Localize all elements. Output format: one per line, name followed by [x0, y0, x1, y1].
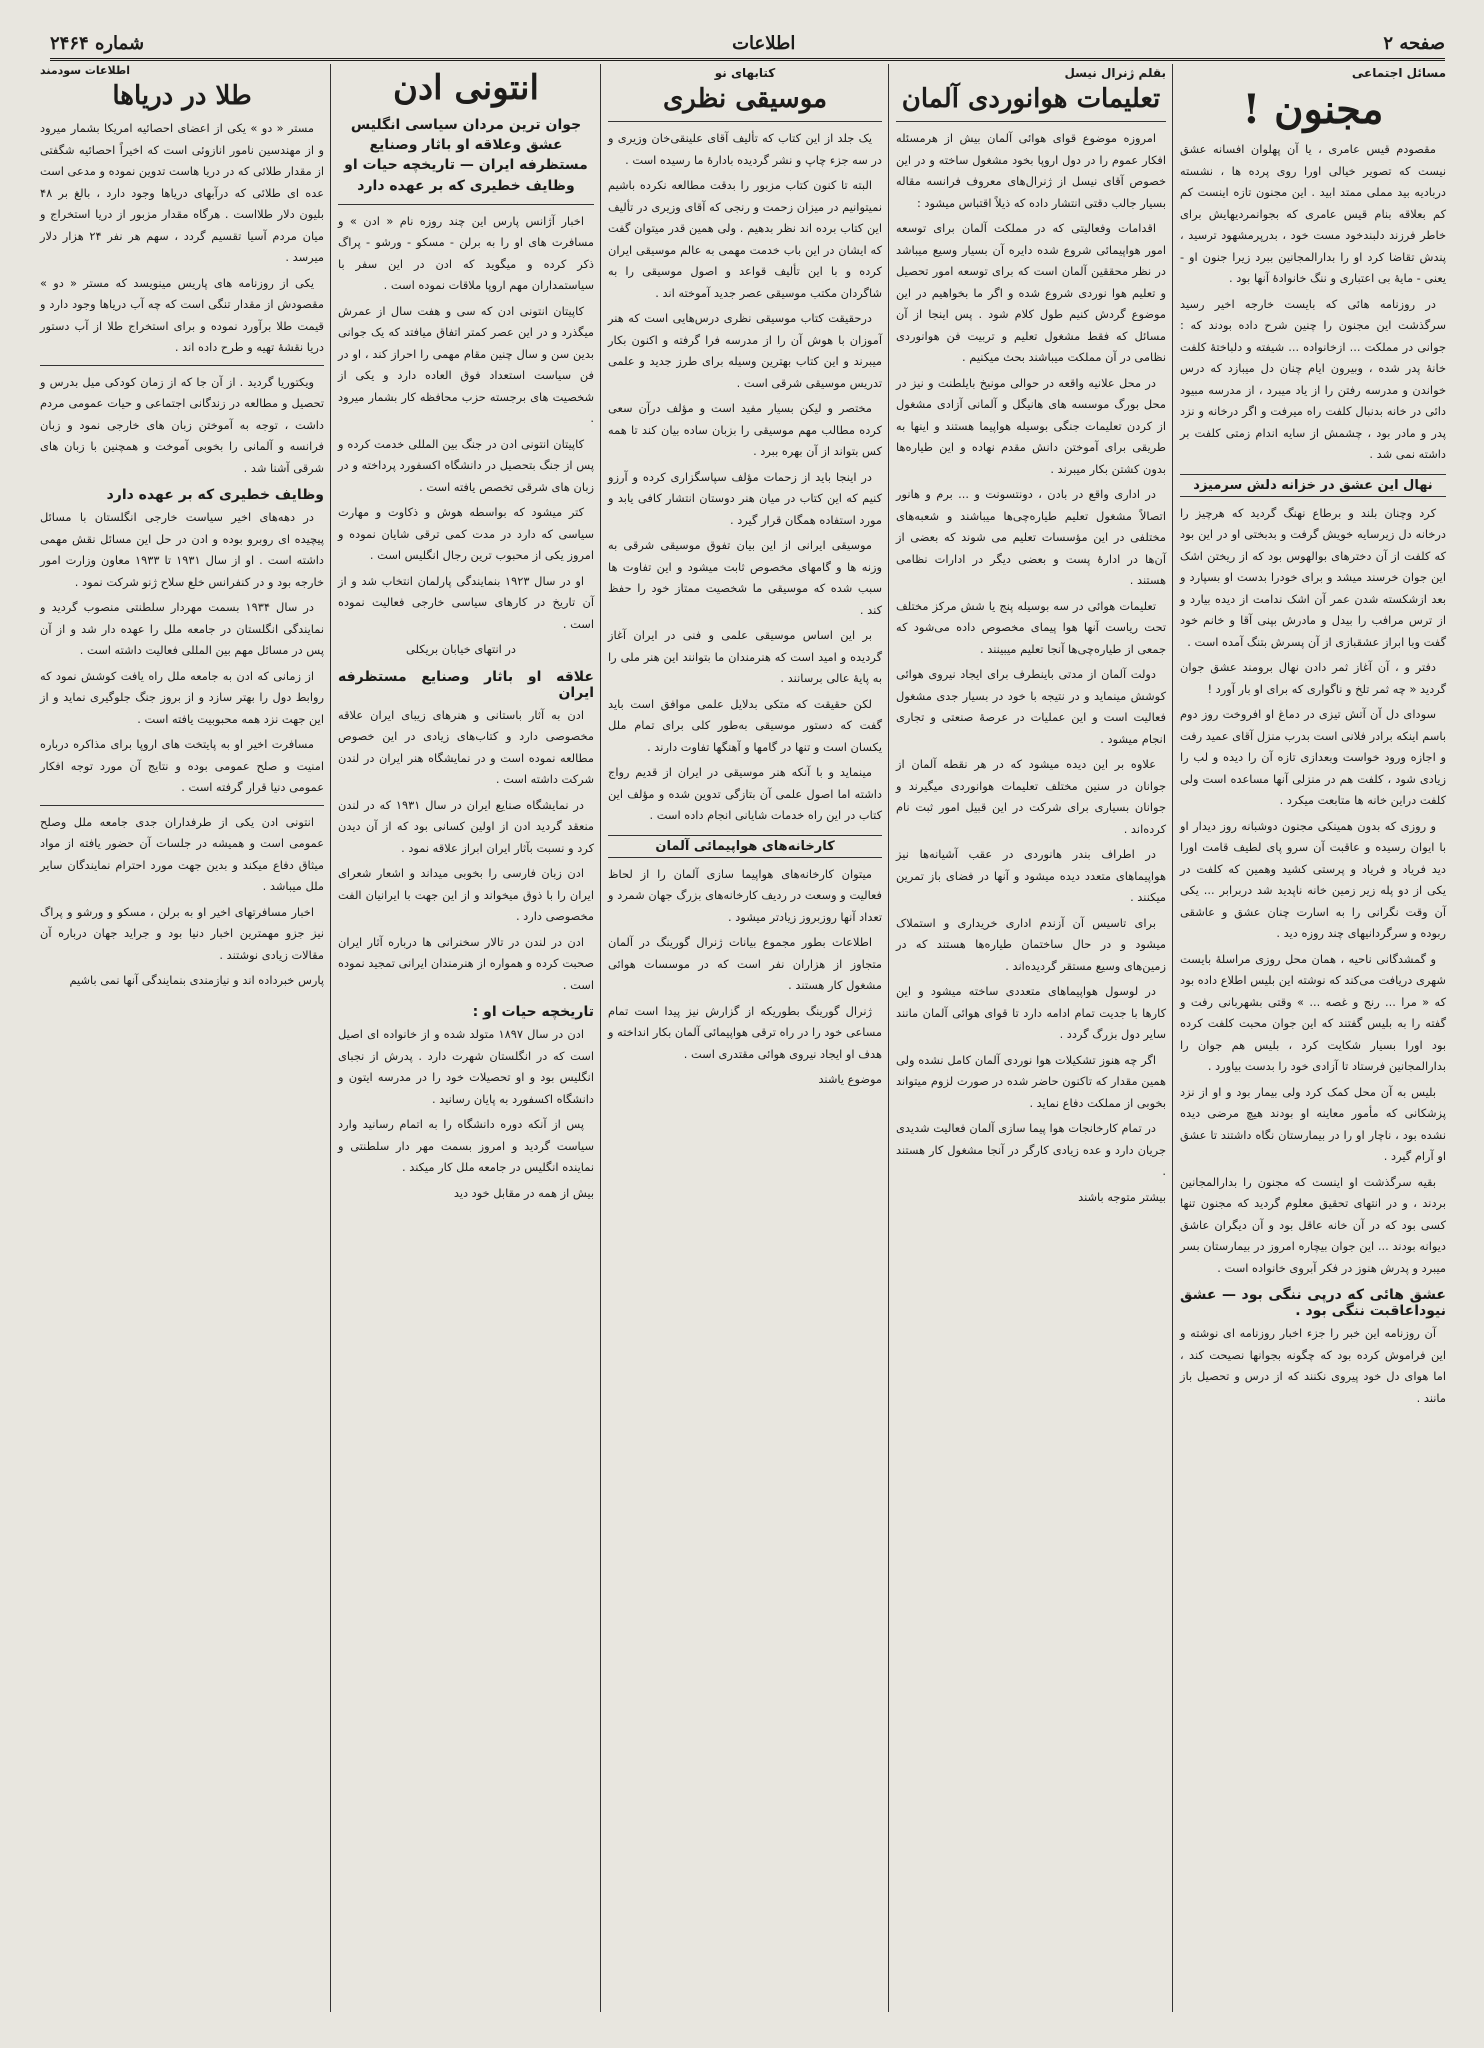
paragraph: ادن زبان فارسی را بخوبی میداند و اشعار شعرای ایران را با ذوق میخواند و از این جهت با ایرانیان الفت مخصوصی دارد .	[334, 866, 594, 924]
column-majnoon	[1176, 64, 1446, 2012]
paragraph: لکن حقیقت که متکی بدلایل علمی موافق است باید گفت که دستور موسیقی به‌طور کلی برای تمام ملل یکسان است و تنها در گامها و آهنگها تفاوت دارند .	[604, 696, 883, 754]
paragraph: علاوه بر این دیده میشود که در هر نقطه آلمان از جوانان در سنین مختلف تعلیمات هوانوردی میگیرند و جوانان بسیاری برای شرکت در این قبیل امور ثبت نام کرده‌اند .	[892, 757, 1166, 836]
column-divider	[330, 64, 331, 2012]
paragraph: دفتر و ، آن آغاز ثمر دادن نهال برومند عشق جوان گردید « چه ثمر تلخ و ناگواری که برای او بار آورد !	[1176, 660, 1446, 696]
paragraph: انتونی ادن یکی از طرفداران جدی جامعه ملل وصلح عمومی است و همیشه در جلسات آن حضور یافته از مواد میثاق دفاع میکند و بدین جهت مورد احترام نمایندگان سایر ملل میباشد .	[36, 814, 324, 894]
column-gold-in-seas	[36, 64, 325, 2012]
subheading: علاقه او باثار وصنایع مستظرفه ایران	[338, 668, 594, 701]
article-title: مجنون !	[1242, 86, 1384, 133]
paragraph: اخبار مسافرتهای اخیر او به برلن ، مسکو و ورشو و پراگ نیز جزو مهمترین اخبار دنیا بود و جراید جهان درباره آن مقالات زیادی نوشتند .	[36, 904, 324, 962]
paragraph: اطلاعات بطور مجموع بیانات ژنرال گورینگ در آلمان متجاوز از هزاران نفر است که در موسسات هوائی مشغول کار هستند .	[604, 935, 882, 993]
paragraph: مسافرت اخیر او به پایتخت های اروپا برای مذاکره درباره امنیت و صلح عمومی بوده و نتایج آن مورد توجه افکار عمومی دنیا قرار گرفته است .	[36, 737, 324, 795]
separator	[40, 365, 324, 366]
paragraph: پس از آنکه دوره دانشگاه را به اتمام رسانید وارد سیاست گردید و امروز بسمت مهر دار سلطنتی و نماینده انگلیس در جامعه ملل کار میکند .	[334, 1117, 594, 1175]
article-title: تعلیمات هوانوردی آلمان	[901, 84, 1161, 114]
subheading: تاریخچه حیات او :	[472, 1004, 594, 1021]
paragraph: در تمام کارخانجات هوا پیما سازی آلمان فعالیت شدیدی جریان دارد و عده زیادی کارگر در آنجا مشغول کار هستند .	[892, 1121, 1166, 1179]
paragraph: یکی از روزنامه های پاریس مینویسد که مستر « دو » مقصودش از مقدار تنگی است که چه آب دریاها وجود دارد و قیمت طلا برآورد نموده و برای استخراج طلا از آب دستور دریا نقشهٔ تهیه و طرح داده اند .	[36, 275, 324, 355]
masthead	[50, 30, 1445, 56]
paragraph: البته تا کنون کتاب مزبور را بدقت مطالعه نکرده باشیم نمیتوانیم در میزان زحمت و رنجی که آقای وزیری در تألیف این کتاب برده اند نظر بدهیم . ولی همین قدر میتوان گفت که ایشان در این باب خدمت مهمی به عالم موسیقی ایران کرده و با این تألیف قواعد و اصول موسیقی را به شاگردان مکتب موسیقی عصر جدید آموخته اند .	[604, 178, 882, 300]
paragraph: بلیس به آن محل کمک کرد ولی بیمار بود و او از نزد پزشکانی که مأمور معاینه او بودند هیچ مرضی دیده نشده بود ، ناچار او را در بیمارستان نگاه داشتند تا عشق او آرام گیرد .	[1176, 1084, 1446, 1163]
section-kicker: کتابهای نو	[714, 66, 776, 80]
paragraph: بقیه سرگذشت او اینست که مجنون را بدارالمجانین بردند ، و در انتهای تحقیق معلوم گردید که مجنون تنها کسی بود که در آن خانه عاقل بود و آن دیگران عاشق دیوانه بودند ... این جوان بیچاره امروز در بیمارستان بسر میبرد و پدرش هنوز در فکر آبروی خانواده است .	[1176, 1174, 1446, 1275]
paragraph: در روزنامه هائی که بایست خارجه اخیر رسید سرگذشت این مجنون را چنین شرح داده بودند که : جوانی در مملکت ... ازخانواده ... شیفته و دلباختهٔ کلفت خانهٔ پدر شده ، وبیرون ایام چنان دل میبازد که درس خواندن و مدرسه رفتن را از یاد میبرد ، از مدرسه مبیود دائی در خانه بدنبال کلفت راه میرفت و اگر درخانه و نزد پدر و مادر بود ، چشمش از سایه اندام زمتی کلفت بر داشته نمی شد .	[1176, 296, 1446, 461]
continuation-note: بیشتر متوجه باشند	[1078, 1189, 1166, 1204]
subheading: وظایف خطیری که بر عهده دارد	[106, 487, 324, 504]
paragraph: امروزه موضوع قوای هوائی آلمان بیش از هرمسئله افکار عموم را در دول اروپا بخود مشغول ساخته و در این خصوص آقای نیسل از ژنرال‌های معروف فرانسه مقاله بسیار جالب دقتی انتشار داده که ذیلاً اقتباس میشود :	[892, 131, 1166, 210]
subheading: نهال این عشق در خزانه دلش سرمیزد	[1180, 474, 1446, 497]
paragraph: در اطراف بندر هانوردی در عقب آشیانه‌ها نیز هواپیماهای متعدد دیده میشود و آنها در فضای باز تمرین میکنند .	[892, 847, 1166, 905]
paragraph: ادن در لندن در تالار سخنرانی ها درباره آثار ایران صحبت کرده و همواره از هنرمندان ایرانی تمجید نموده است .	[334, 934, 594, 992]
article-title: موسیقی نظری	[662, 84, 828, 114]
separator	[896, 121, 1166, 122]
masthead-rule	[50, 58, 1445, 61]
article-subtitle: جوان ترین مردان سیاسی انگلیس عشق وعلاقه او باثار وصنایع مستظرفه ایران — تاریخچه حیات او وظایف خطیری که بر عهده دارد	[344, 116, 588, 194]
column-anthony-eden	[334, 64, 594, 2012]
bold-conclusion: عشق هائی که درپی ننگی بود — عشق نیوداعاقبت ننگی بود .	[1180, 1287, 1446, 1319]
paragraph: و گمشدگانی ناحیه ، همان محل روزی مراسلهٔ بایست شهری دریافت می‌کند که نوشته این بلیس اطلاع داده بود که « مرا ... رنج و غصه ... » وقتی بشهربانی رفت و گفته را به بلیس گفتند که این جوان محبت کلفت کرده بود اورا بسیار شکایت کرد ، بلیس هم جوان را بدارالمجانین فرستاد تا آزادی خود را بدست بیاورد .	[1176, 951, 1446, 1073]
newspaper-name: اطلاعات	[732, 32, 796, 54]
paragraph: در اداری واقع در بادن ، دونتسونت و ... برم و هانور اتصالاً مشغول تعلیم طیاره‌چی‌ها میباشند و شعبه‌های مختلفی در این مؤسسات تعلیم می شوند که بعضی از آن‌ها در ادارهٔ پست و بعضی دیگر در ادارات نظامی هستند .	[892, 487, 1166, 588]
section-kicker: مسائل اجتماعی	[1351, 66, 1446, 80]
paragraph: کاپیتان انتونی ادن در جنگ بین المللی خدمت کرده و پس از جنگ بتحصیل در دانشگاه اکسفورد پرداخته و در زبان های شرقی تخصص یافته است .	[334, 436, 594, 494]
separator	[608, 121, 882, 122]
continuation-note: پارس خبرداده اند و نیازمندی بنمایندگی آنها نمی باشیم	[69, 973, 324, 988]
separator	[40, 805, 324, 806]
continuation-note: موضوع یاشند	[818, 1072, 882, 1087]
paragraph: بر این اساس موسیقی علمی و فنی در ایران آغاز گردیده و امید است که هنرمندان ما بتوانند این هنر ملی را به پایهٔ عالی برسانند .	[604, 628, 882, 686]
paragraph: ادن به آثار باستانی و هنرهای زیبای ایران علاقه مخصوصی دارد و کتاب‌های زیادی در این خصوص مطالعه نموده است و در نمایشگاه هنر ایران در لندن شرکت داشته است .	[334, 707, 594, 787]
continuation-note: بیش از همه در مقابل خود دید	[453, 1185, 594, 1200]
paragraph: و روزی که بدون همینکی مجنون دوشبانه روز دیدار او با ایوان رسیده و عاقبت آن سرو پای لطیف قامت اورا دید فریاد و فریاد و پرستی کشید وهمین که کلفت در یکی از دو پله زیر زمین خانه ناپدید شد دربرابر ... یکی آن وقت نگرانی را به اسارت چنان عشق و عاشقی ربوده و سرگردانیهای چند روزه دید .	[1176, 818, 1446, 940]
paragraph: اقدامات وفعالیتی که در مملکت آلمان برای توسعه امور هواپیمائی شروع شده دایره آن بسیار وسیع میباشد در نظر محققین آلمان است که برای توسعه امور تحصیل و تعلیم هوا نوردی شروع شده و اگر ما بخواهیم در این موضوع گردش کنیم طول کلام شود . پس اینجا از آن مسائل که فقط مشغول تعلیم و تربیت فن هوانوردی نظامی در آن مملکت میباشند بحث میکنیم .	[892, 221, 1166, 365]
paragraph: مقصودم قیس عامری ، یا آن پهلوان افسانه عشق نیست که تصویر خیالی اورا روی پرده ها ، نشسته دربادیه بید مملی ممتد ابید . این مجنون تازه اینست کم کم بعلاقه بنام قیس عامری که بجوانمردیهایش برای خاطر فرزند دلبندخود مست خود ، بدرپرمشهود ترسید ، پندش تقاضا کرد او را بدارالمجانین ببرد زیرا جنون او - یعنی - مایهٔ بی اعتباری و ننگ خانوادهٔ آنها بود .	[1176, 142, 1446, 285]
subheading: کارخانه‌های هواپیمائی آلمان	[608, 835, 882, 858]
paragraph: در لوسول هواپیماهای متعددی ساخته میشود و این کارها با جدیت تمام ادامه دارد تا قوای هوائی آلمان مانند سایر دول بزرگ گردد .	[892, 984, 1166, 1042]
issue-number: شماره ۲۴۶۴	[50, 32, 145, 54]
article-title: انتونی ادن	[393, 68, 539, 108]
paragraph: یک جلد از این کتاب که تألیف آقای علینقی‌خان وزیری و در سه جزء چاپ و نشر گردیده بادارهٔ ما رسیده است .	[604, 131, 882, 167]
column-divider	[600, 64, 601, 2012]
paragraph: سوداى دل آن آتش تیزی در دماغ او افروخت روز دوم باسم اینکه برادر فلانی است بدرب منزل آقای عمید رفت و اجازه ورود خواست وبعدازی تازه آن را دیده و لب را زیادی شود ، کلفت هم در منزلی آنها مساعده است ولی کلفت دراین خانه ها متابعت میکرد .	[1176, 707, 1446, 807]
section-kicker: اطلاعات سودمند	[40, 64, 131, 77]
column-german-aviation	[892, 64, 1166, 2012]
paragraph: مستر « دو » یکی از اعضای احصائیه امریکا بشمار میرود و از مهندسین نامور انازوئی است که اخیراً احصائیه شگفتی از مقدار طلائی که در دریا هاست تدوین نموده و مدعی است عده ای طلائی که درآبهای دریاها وجود دارد ، بالغ بر ۴۸ بلیون دلار طلااست . هرگاه مقدار مزبور از دریا استخراج و میان مردم آسیا تقسیم گردد ، سهم هر نفر ۲۴ هزار دلار میرسد .	[36, 121, 324, 265]
paragraph: ادن در سال ۱۸۹۷ متولد شده و از خانواده ای اصیل است که در انگلستان شهرت دارد . پدرش از نجبای انگلیس بود و او تحصیلات خود را در مدرسه ایتون و دانشگاه اکسفورد به پایان رسانید .	[334, 1027, 594, 1106]
paragraph: برای تاسیس آن آزندم اداری خریداری و استملاک میشود و در حال ساختمان طیاره‌ها هستند که در زمین‌های وسیع مستقر گردیده‌اند .	[892, 915, 1166, 973]
author-byline: بقلم ژنرال نیسل	[1064, 66, 1166, 80]
paragraph: میتوان کارخانه‌های هواپیما سازی آلمان را از لحاظ فعالیت و وسعت در ردیف کارخانه‌های بزرگ جهان شمرد و تعداد آنها روزبروز زیادتر میشود .	[604, 866, 882, 924]
article-title: طلا در دریاها	[112, 81, 252, 111]
paragraph: آن روزنامه این خبر را جزء اخبار روزنامه ای نوشته و این فراموش کرده بود که چگونه بجوانها نصیحت کند ، اما هوای دل خود پیروی نکنند که از درس و تحصیل باز مانند .	[1176, 1326, 1446, 1405]
paragraph: از زمانی که ادن به جامعه ملل راه یافت کوشش نمود که روابط دول را بهتر سازد و از بروز جنگ جلوگیری نماید و از این جهت نزد همه محبوبیت یافته است .	[36, 668, 324, 726]
paragraph: اگر چه هنوز تشکیلات هوا نوردی آلمان کامل نشده ولی همین مقدار که تاکنون حاضر شده در صورت لزوم میتواند بخوبی از مملکت دفاع نماید .	[892, 1052, 1166, 1110]
paragraph: کاپیتان انتونی ادن که سی و هفت سال از عمرش میگذرد و در این عصر کمتر اتفاق میافتد که یک جوانی بدین سن و سال چنین مقام مهمی را احراز کند ، او در فن سیاست استعداد فوق العاده دارد و یکی از شخصیت های برجسته حزب محافظه کار بشمار میرود .	[334, 303, 594, 426]
column-divider	[1172, 64, 1173, 2012]
paragraph: در اینجا باید از زحمات مؤلف سپاسگزاری کرده و آرزو کنیم که این کتاب در میان هنر دوستان انتشار کافی یابد و مورد استفاده همگان قرار گیرد .	[604, 469, 882, 527]
paragraph: تعلیمات هوائی در سه بوسیله پنج یا شش مرکز مختلف تحت ریاست آنها هوا پیمای مخصوص داده می‌شود که جمعی از طیاره‌چی‌ها آنجا تعلیم میبینند .	[892, 598, 1166, 656]
paragraph: در سال ۱۹۳۴ بسمت مهردار سلطنتی منصوب گردید و نمایندگی انگلستان در جامعه ملل را عهده دار شد و از آن پس در مسائل مهم بین المللی فعالیت داشته است .	[36, 600, 324, 658]
paragraph: کتر میشود که بواسطه هوش و ذکاوت و مهارت سیاسی که دارد در مدت کمی ترقی شایان نموده و امروز یکی از محبوب ترین رجال انگلیس است .	[334, 505, 594, 563]
paragraph: ویکتوریا گردید . از آن جا که از زمان کودکی میل بدرس و تحصیل و مطالعه در زندگانی اجتماعی و حیات عمومی مردم داشت ، توجه به آموختن زبان های خارجی نمود و زبان فرانسه و آلمانی را بخوبی آموخت و همچنین با زبان های شرقی آشنا شد .	[36, 374, 324, 475]
paragraph: دولت آلمان از مدتی باینطرف برای ایجاد نیروی هوائی کوشش مینماید و در نتیجه با خود در بسیار جدی مشغول فعالیت است و این عملیات در عرصهٔ صنعتی و تجاری انجام میشود .	[892, 667, 1166, 746]
paragraph: کرد وچنان بلند و برطاع نهنگ گردید که هرچیز را درخانه دل زیرسایه خویش گرفت و بدبختی او در این بود که کلفت از آن دخترهای بوالهوس بود که از ریختن اشک این جوان خرسند میشد و برای خودرا بدست او بسپارد و بعد ازشکسته شدن عمر آن اشک ندامت از دیده بیارد و از ترس مرافب را بیدل و مادرش بپنی آقا و خانم خود گفت وبا ابراز عشقبازی از آن پسرش بتنگ آمده است .	[1176, 505, 1446, 649]
paragraph: در محل علانیه واقعه در حوالی مونیخ بایلطنت و نیز در محل بورگ موسسه های هانیگل و آلمانی آزادی مشغول از کردن تعلیمات جنگی بوسیله هواپیما هستند و اینها به طریقی برای آموختن دانش مقدم نهاده و این طیاره‌ها بدون کشتن بکار میبرند .	[892, 375, 1166, 476]
column-music-theory	[604, 64, 883, 2012]
paragraph: در انتهای خیابان بریکلی	[406, 642, 516, 657]
paragraph: مختصر و لیکن بسیار مفید است و مؤلف درآن سعی کرده مطالب مهم موسیقی را بزبان ساده بیان کند تا همه کس بتواند از آن بهره ببرد .	[604, 401, 882, 459]
paragraph: او در سال ۱۹۲۳ بنمایندگی پارلمان انتخاب شد و از آن تاریخ در کارهای سیاسی خارجی فعالیت نموده است .	[334, 573, 594, 631]
paragraph: در دهه‌های اخیر سیاست خارجی انگلستان با مسائل پیچیده ای روبرو بوده و ادن در حل این مسائل نقش مهمی داشته است . او از سال ۱۹۳۱ تا ۱۹۳۳ معاون وزارت امور خارجه بود و در کنفرانس خلع سلاح ژنو شرکت نمود .	[36, 510, 325, 589]
paragraph: موسیقی ایرانی از این بیان تفوق موسیقی شرقی به وزنه ها و گامهای مخصوص ثابت میشود و این تفاوت ها سبب شده که موسیقی ما شخصیت ممتاز خود را حفظ کند .	[604, 538, 882, 617]
separator	[338, 204, 594, 205]
paragraph: اخبار آژانس پارس این چند روزه نام « ادن » و مسافرت های او را به برلن - مسکو - ورشو - پراگ ذکر کرده و میگوید که ادن در این سفر با سیاستمداران مهم اروپا ملاقات نموده است .	[334, 213, 594, 293]
column-divider	[888, 64, 889, 2012]
paragraph: درحقیقت کتاب موسیقی نظری درس‌هایی است که هنر آموزان با هوش آن را از مدرسه فرا گرفته و اکنون بکار میبرند و این کتاب بهترین وسیله برای طرز جدید و علمی تدریس موسیقی شرقی است .	[604, 311, 882, 390]
paragraph: در نمایشگاه صنایع ایران در سال ۱۹۳۱ که در لندن منعقد گردید ادن از اولین کسانی بود که از آن دیدن کرد و نسبت بآثار ایران ابراز علاقه نمود .	[334, 797, 594, 855]
paragraph: ژنرال گورینگ بطوریکه از گزارش نیز پیدا است تمام مساعی خود را در راه ترقی هواپیمائی آلمان بکار انداخته و هدف او ایجاد نیروی هوائی مقتدری است .	[604, 1003, 882, 1061]
paragraph: مینماید و با آنکه هنر موسیقی در ایران از قدیم رواج داشته اما اصول علمی آن بتازگی تدوین شده و مؤلف این کتاب در این راه خدمات شایانی انجام داده است .	[604, 765, 882, 823]
page-number: صفحه ۲	[1383, 32, 1445, 54]
